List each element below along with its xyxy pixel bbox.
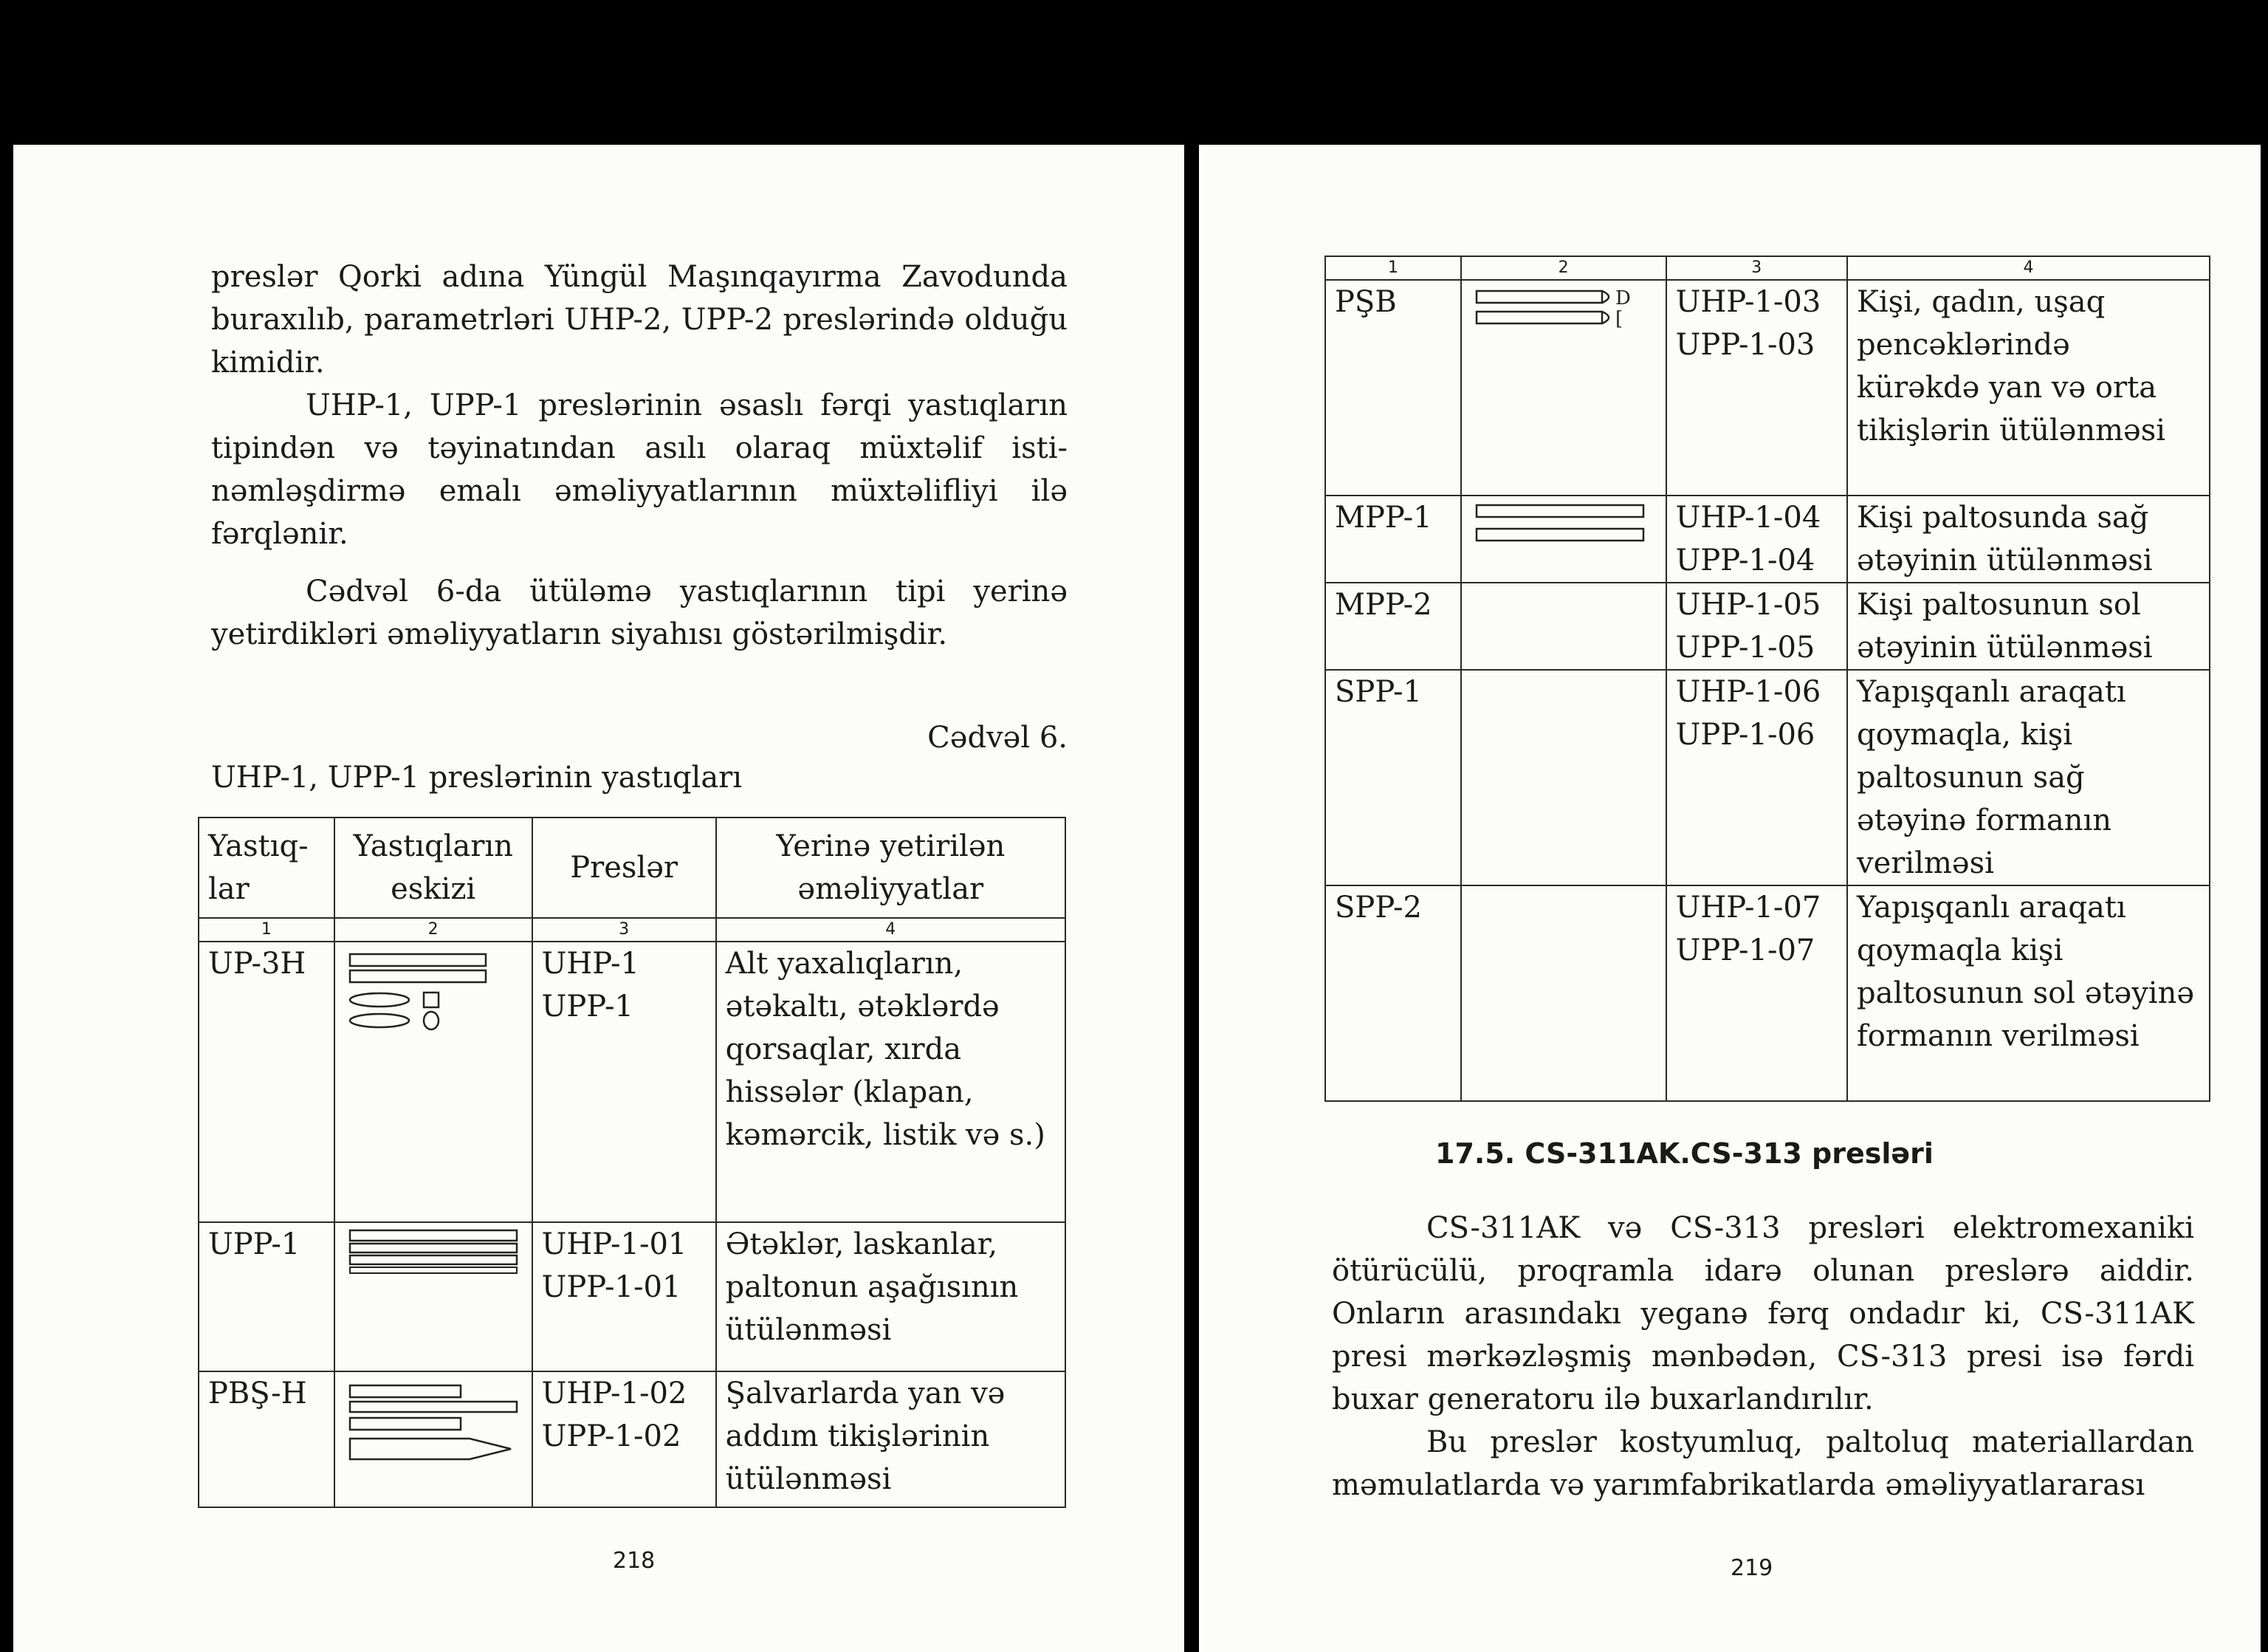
pad-name: MPP-1: [1325, 496, 1461, 583]
scan-left-edge: [0, 145, 13, 1652]
pad-table-left: [198, 817, 1066, 1508]
operations-cell: Kişi paltosunda sağ ətəyinin ütülənməsi: [1847, 496, 2210, 583]
press-model: UHP-1-01: [541, 1227, 687, 1261]
column-index-row: [1325, 256, 2210, 280]
operations-cell: Kişi, qadın, uşaq pencəklərində kürəkdə yan və orta tikişlərin ütülənməsi: [1847, 280, 2210, 496]
pad-sketch: [1461, 670, 1666, 885]
press-model: UHP-1-02: [541, 1377, 687, 1411]
press-model: UPP-1-04: [1675, 544, 1815, 577]
table-header-row: [199, 818, 1065, 918]
pad-sketch: [1461, 885, 1666, 1101]
press-cell: [1666, 583, 1847, 670]
press-model: UPP-1-07: [1675, 933, 1815, 967]
table-row: [1325, 583, 2210, 670]
press-model: UHP-1-04: [1675, 501, 1821, 535]
operations-cell: Ətəklər, laskanlar, paltonun aşağısının ütülənməsi: [716, 1222, 1065, 1371]
col-index: 3: [532, 918, 716, 942]
pad-sketch: [334, 1371, 532, 1507]
left-page: [13, 145, 1184, 1652]
svg-text:[: [: [1615, 308, 1623, 330]
press-cell: [532, 1371, 716, 1507]
table-row: [1325, 280, 2210, 496]
pad-name: SPP-2: [1325, 885, 1461, 1101]
sketch-upp1-icon: [344, 1223, 521, 1289]
pad-name: SPP-1: [1325, 670, 1461, 885]
table-row: [1325, 670, 2210, 885]
page-number-left: 218: [613, 1548, 656, 1574]
pad-sketch: [1461, 583, 1666, 670]
right-paragraph-2: Bu preslər kostyumluq, paltoluq materiallardan məmulatlarda və yarımfabrikatlarda əməliyyatlararası: [1332, 1425, 2194, 1502]
pad-name: UPP-1: [199, 1222, 334, 1371]
pad-sketch: [1461, 280, 1666, 496]
operations-cell: Yapışqanlı araqatı qoymaqla kişi paltosunun sol ətəyinə formanın verilməsi: [1847, 885, 2210, 1101]
press-model: UPP-1-03: [1675, 328, 1815, 362]
right-paragraph-1: CS-311AK və CS-313 presləri elektromexaniki ötürücülü, proqramla idarə olunan preslərə aiddir. Onların arasındakı yeganə fərq ondadır ki, CS-311AK presi mərkəzləşmiş mənbədən, CS-313 presi isə fərdi buxar generatoru ilə buxarlandırılır.: [1332, 1211, 2194, 1416]
scan-right-edge: [2261, 145, 2268, 1652]
operations-cell: Şalvarlarda yan və addım tikişlərinin ütülənməsi: [716, 1371, 1065, 1507]
pad-sketch: [1461, 496, 1666, 583]
press-model: UHP-1-05: [1675, 588, 1821, 622]
press-model: UPP-1-06: [1675, 718, 1815, 752]
page-number-right: 219: [1731, 1555, 1773, 1581]
svg-text:D: D: [1615, 287, 1631, 309]
sketch-psb-icon: [1471, 281, 1648, 340]
table-row: [1325, 885, 2210, 1101]
table-row: [199, 942, 1065, 1222]
left-paragraph-3: Cədvəl 6-da ütüləmə yastıqlarının tipi yerinə yetirdikləri əməliyyatların siyahısı göstərilmişdir.: [211, 575, 1068, 651]
press-model: UPP-1-02: [541, 1419, 681, 1453]
pad-sketch: [334, 1222, 532, 1371]
header-sketch: Yastıqların eskizi: [334, 818, 532, 918]
operations-cell: Alt yaxalıqların, ətəkaltı, ətəklərdə qorsaqlar, xırda hissələr (klapan, kəmərcik, listik və s.): [716, 942, 1065, 1222]
operations-cell: Yapışqanlı araqatı qoymaqla, kişi paltosunun sağ ətəyinə formanın verilməsi: [1847, 670, 2210, 885]
press-cell: [532, 1222, 716, 1371]
column-index-row: [199, 918, 1065, 942]
pad-table-right: [1324, 256, 2210, 1102]
header-pads: Yastıq-lar: [199, 818, 334, 918]
left-paragraph-2: UHP-1, UPP-1 preslərinin əsaslı fərqi yastıqların tipindən və təyinatından asılı olaraq müxtəlif isti-nəmləşdirmə emalı əməliyyatlarının müxtəlifliyi ilə fərqlənir.: [211, 388, 1068, 551]
sketch-mpp1-icon: [1471, 496, 1648, 555]
header-operations: Yerinə yetirilən əməliyyatlar: [716, 818, 1065, 918]
col-index: 1: [199, 918, 334, 942]
sketch-pbsh-icon: [344, 1372, 521, 1476]
table-row: [199, 1371, 1065, 1507]
col-index: 2: [1461, 256, 1666, 280]
press-model: UHP-1: [541, 947, 639, 981]
header-presses: Preslər: [532, 818, 716, 918]
col-index: 3: [1666, 256, 1847, 280]
left-paragraph-1: preslər Qorki adına Yüngül Maşınqayırma Zavodunda buraxılıb, parametrləri UHP-2, UPP-2 preslərində olduğu kimidir.: [211, 260, 1068, 380]
operations-cell: Kişi paltosunun sol ətəyinin ütülənməsi: [1847, 583, 2210, 670]
col-index: 4: [716, 918, 1065, 942]
press-cell: [1666, 280, 1847, 496]
press-model: UHP-1-07: [1675, 891, 1821, 925]
press-cell: [1666, 885, 1847, 1101]
right-page: [1199, 145, 2261, 1652]
press-model: UPP-1-01: [541, 1270, 681, 1304]
col-index: 2: [334, 918, 532, 942]
pad-sketch: [334, 942, 532, 1222]
press-cell: [1666, 496, 1847, 583]
sketch-up3h-icon: [344, 942, 492, 1038]
press-model: UHP-1-06: [1675, 675, 1821, 709]
col-index: 1: [1325, 256, 1461, 280]
pad-name: PŞB: [1325, 280, 1461, 496]
pad-name: UP-3H: [199, 942, 334, 1222]
press-model: UPP-1: [541, 990, 633, 1024]
press-model: UHP-1-03: [1675, 285, 1821, 319]
press-model: UPP-1-05: [1675, 631, 1815, 665]
col-index: 4: [1847, 256, 2210, 280]
book-gutter: [1184, 145, 1199, 1652]
press-cell: [532, 942, 716, 1222]
table-row: [1325, 496, 2210, 583]
table-label: Cədvəl 6.: [927, 721, 1068, 755]
pad-name: PBŞ-H: [199, 1371, 334, 1507]
press-cell: [1666, 670, 1847, 885]
pad-name: MPP-2: [1325, 583, 1461, 670]
table-caption: UHP-1, UPP-1 preslərinin yastıqları: [211, 761, 743, 795]
section-heading: 17.5. CS-311AK.CS-313 presləri: [1435, 1137, 1934, 1170]
table-row: [199, 1222, 1065, 1371]
